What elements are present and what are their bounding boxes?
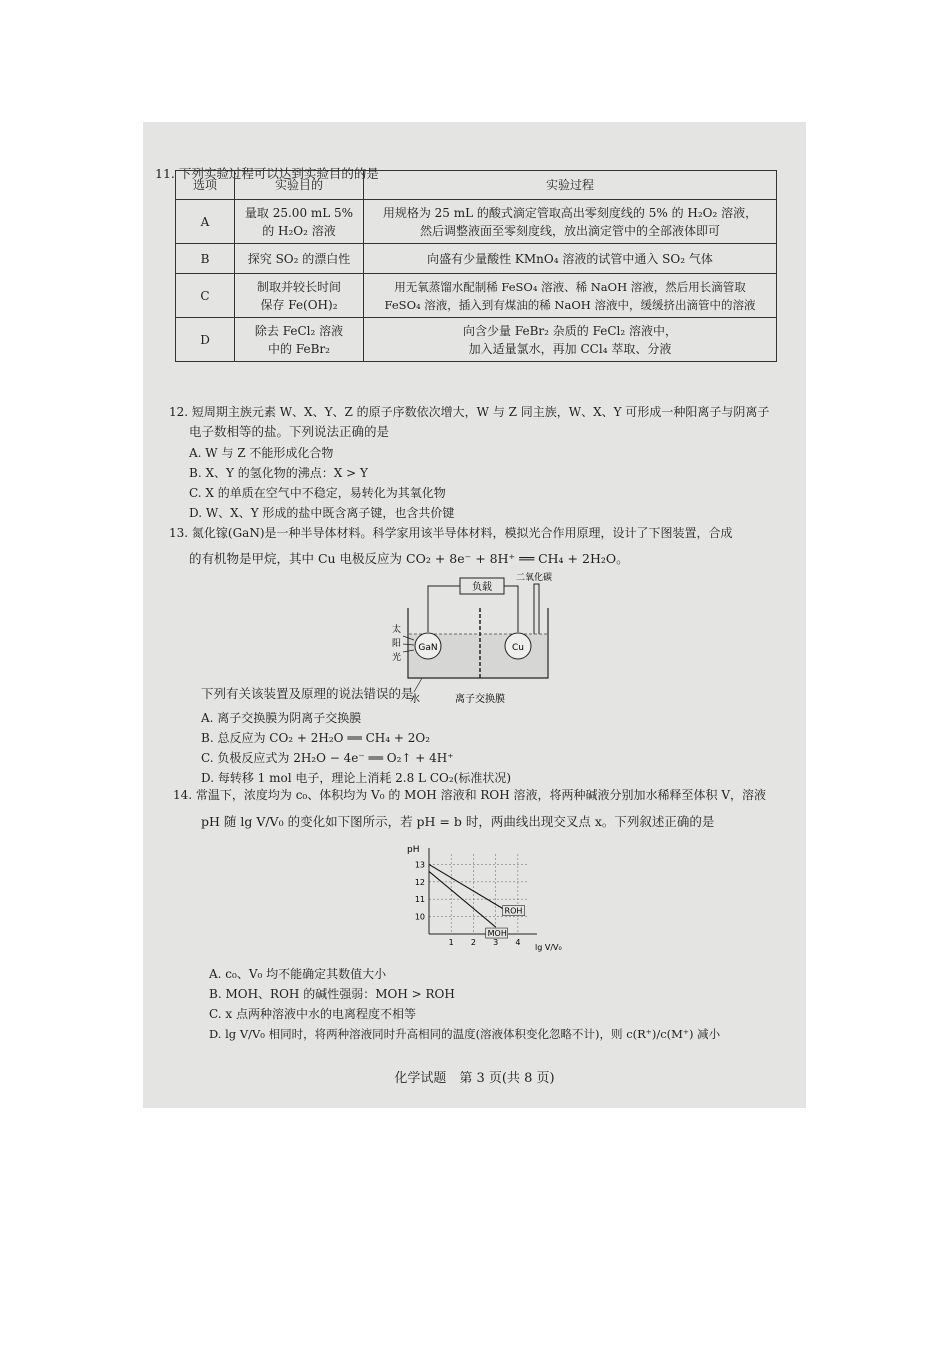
series-label-roh: ROH [504, 906, 523, 916]
sun-label-1: 太 [392, 625, 402, 635]
process-line: 加入适量氯水，再加 CCl₄ 萃取、分液 [468, 341, 672, 356]
table-row [176, 244, 777, 274]
row-purpose [235, 200, 364, 244]
electrolysis-diagram [388, 574, 568, 710]
q12-option-d: D. W、X、Y 形成的盐中既含离子键，也含共价键 [189, 506, 455, 520]
q13-option-b: B. 总反应为 CO₂ + 2H₂O ══ CH₄ + 2O₂ [201, 731, 431, 745]
q14-option-a: A. c₀、V₀ 均不能确定其数值大小 [209, 967, 387, 981]
q12-options [189, 443, 454, 523]
process-line: 向含少量 FeBr₂ 杂质的 FeCl₂ 溶液中， [463, 323, 677, 338]
purpose-line: 量取 25.00 mL 5% [244, 205, 354, 220]
q13-stem-line2: 的有机物是甲烷，其中 Cu 电极反应为 CO₂ + 8e⁻ + 8H⁺ ══ CH₄ + 2H₂O。 [189, 551, 629, 566]
row-purpose [235, 318, 364, 362]
purpose-line: 的 H₂O₂ 溶液 [262, 223, 336, 238]
x-tick-label: 1 [448, 938, 454, 947]
table-row [176, 200, 777, 244]
row-process [364, 200, 777, 244]
q13-option-d: D. 每转移 1 mol 电子，理论上消耗 2.8 L CO₂(标准状况) [201, 771, 512, 785]
y-tick-label: 13 [414, 860, 425, 870]
q13-lead: 下列有关该装置及原理的说法错误的是 [201, 686, 414, 701]
sun-label-2: 阳 [392, 639, 402, 649]
q14-option-b: B. MOH、ROH 的碱性强弱：MOH > ROH [209, 987, 455, 1001]
q14-stem-line1: 14. 常温下，浓度均为 c₀、体积均为 V₀ 的 MOH 溶液和 ROH 溶液，将两种碱液分别加水稀释至体积 V，溶液 [173, 788, 767, 802]
row-process [364, 318, 777, 362]
row-process [364, 244, 777, 274]
page-footer: 化学试题 第 3 页(共 8 页) [394, 1071, 555, 1086]
process-line: 然后调整液面至零刻度线，放出滴定管中的全部液体即可 [419, 223, 720, 238]
header-purpose: 实验目的 [235, 171, 364, 200]
purpose-line: 制取并较长时间 [256, 279, 341, 294]
gan-label: GaN [418, 643, 438, 653]
y-axis-label: pH [407, 845, 420, 855]
y-tick-label: 11 [414, 895, 425, 905]
q12-option-c: C. X 的单质在空气中不稳定，易转化为其氧化物 [189, 486, 446, 500]
ph-chart [401, 844, 562, 956]
q12-stem-line1: 12. 短周期主族元素 W、X、Y、Z 的原子序数依次增大，W 与 Z 同主族，W、X、Y 可形成一种阳离子与阴离子 [169, 405, 770, 419]
water-label: 水 [410, 694, 420, 705]
purpose-line: 保存 Fe(OH)₂ [260, 297, 338, 312]
q13-stem-line1: 13. 氮化镓(GaN)是一种半导体材料。科学家用该半导体材料，模拟光合作用原理，设计了下图装置，合成 [169, 526, 733, 540]
table-row [176, 274, 777, 318]
purpose-line: 中的 FeBr₂ [268, 341, 330, 356]
y-tick-label: 10 [414, 912, 425, 922]
row-option: C [176, 274, 235, 318]
process-line: FeSO₄ 溶液，插入到有煤油的稀 NaOH 溶液中，缓缓挤出滴管中的溶液 [384, 297, 756, 312]
q14-option-d: D. lg V/V₀ 相同时，将两种溶液同时升高相同的温度(溶液体积变化忽略不计)，则 c(R⁺)/c(M⁺) 减小 [209, 1027, 721, 1041]
row-purpose [235, 274, 364, 318]
load-label: 负载 [472, 582, 492, 593]
table-header-row [176, 171, 777, 200]
q13-options [201, 708, 511, 788]
left-wire [428, 586, 460, 632]
q13-option-c: C. 负极反应式为 2H₂O − 4e⁻ ══ O₂↑ + 4H⁺ [201, 751, 454, 765]
cu-label: Cu [512, 643, 524, 653]
water-pointer [414, 678, 422, 692]
process-line: 用无氧蒸馏水配制稀 FeSO₄ 溶液、稀 NaOH 溶液，然后用长滴管取 [394, 279, 746, 294]
y-tick-label: 12 [414, 877, 425, 887]
row-option: A [176, 200, 235, 244]
membrane-label: 离子交换膜 [455, 694, 505, 705]
process-line: 用规格为 25 mL 的酸式滴定管取高出零刻度线的 5% 的 H₂O₂ 溶液， [382, 205, 758, 220]
row-option: B [176, 244, 235, 274]
purpose-line: 探究 SO₂ 的漂白性 [247, 251, 351, 266]
header-process: 实验过程 [364, 171, 777, 200]
right-wire [504, 586, 518, 632]
purpose-line: 除去 FeCl₂ 溶液 [254, 323, 344, 338]
table-row [176, 318, 777, 362]
x-axis-label: lg V/V₀ [535, 943, 562, 952]
row-option: D [176, 318, 235, 362]
experiment-table [175, 170, 777, 362]
series-label-moh: MOH [487, 929, 507, 939]
exam-page [143, 122, 806, 1108]
x-tick-label: 4 [515, 938, 521, 947]
q11-stem: 11. 下列实验过程可以达到实验目的的是 [155, 166, 379, 181]
q12-option-a: A. W 与 Z 不能形成化合物 [189, 446, 334, 460]
row-process [364, 274, 777, 318]
q12-option-b: B. X、Y 的氢化物的沸点：X > Y [189, 466, 368, 480]
process-line: 向盛有少量酸性 KMnO₄ 溶液的试管中通入 SO₂ 气体 [427, 251, 713, 266]
co2-label: 二氧化碳 [515, 573, 553, 583]
x-tick-label: 2 [470, 938, 476, 947]
sun-label-3: 光 [392, 653, 402, 663]
header-option: 选项 [176, 171, 235, 200]
q14-options [209, 964, 720, 1044]
q13-option-a: A. 离子交换膜为阴离子交换膜 [201, 711, 362, 725]
q14-option-c: C. x 点两种溶液中水的电离程度不相等 [209, 1007, 416, 1021]
x-tick-label: 3 [493, 938, 499, 947]
row-purpose [235, 244, 364, 274]
q14-stem-line2: pH 随 lg V/V₀ 的变化如下图所示，若 pH = b 时，两曲线出现交叉点 x。下列叙述正确的是 [201, 814, 715, 829]
q12-stem-line2: 电子数相等的盐。下列说法正确的是 [189, 424, 390, 439]
